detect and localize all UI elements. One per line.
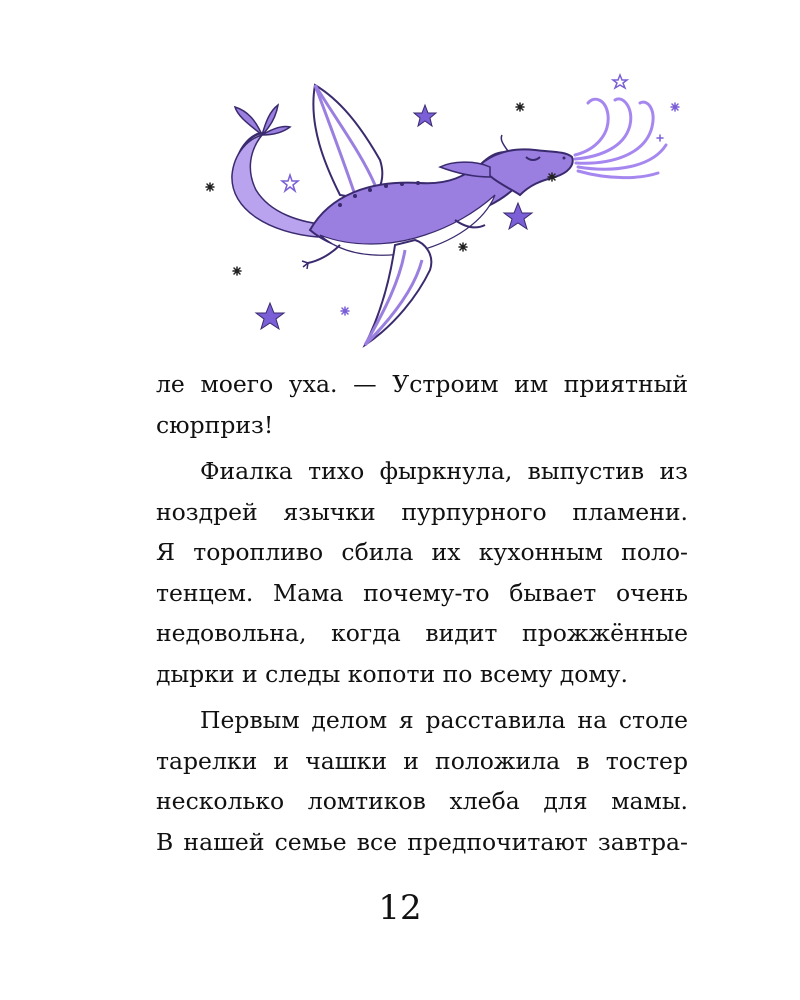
- page-number: 12: [378, 888, 422, 928]
- flame-icon: [575, 99, 666, 178]
- text-line: Фиалка тихо фыркнула, выпустив из: [200, 457, 688, 485]
- text-line: ноздрей язычки пурпурного пламени.: [156, 497, 688, 526]
- text-line: недовольна, когда видит прожжённые: [156, 619, 688, 647]
- text-line: Первым делом я расставила на столе: [200, 706, 688, 734]
- text-line: тарелки и чашки и положила в тостер: [156, 746, 688, 775]
- text-line: ле моего уха. — Устроим им приятный: [156, 370, 688, 398]
- tail-fin: [235, 107, 262, 135]
- dragon-icon: [190, 55, 700, 355]
- text-line: несколько ломтиков хлеба для мамы.: [156, 787, 688, 815]
- dragon-ear: [440, 162, 490, 177]
- text-line: тенцем. Мама почему-то бывает очень: [156, 578, 688, 607]
- text-line: дырки и следы копоти по всему дому.: [156, 659, 628, 688]
- body-text: [156, 364, 688, 862]
- upper-wing: [313, 85, 382, 200]
- text-line: В нашей семье все предпочитают завтра-: [156, 827, 688, 856]
- text-line: сюрприз!: [156, 410, 274, 439]
- text-line: Я торопливо сбила их кухонным поло-: [156, 538, 688, 566]
- dragon-leg: [308, 245, 340, 263]
- dragon-illustration: [190, 55, 700, 355]
